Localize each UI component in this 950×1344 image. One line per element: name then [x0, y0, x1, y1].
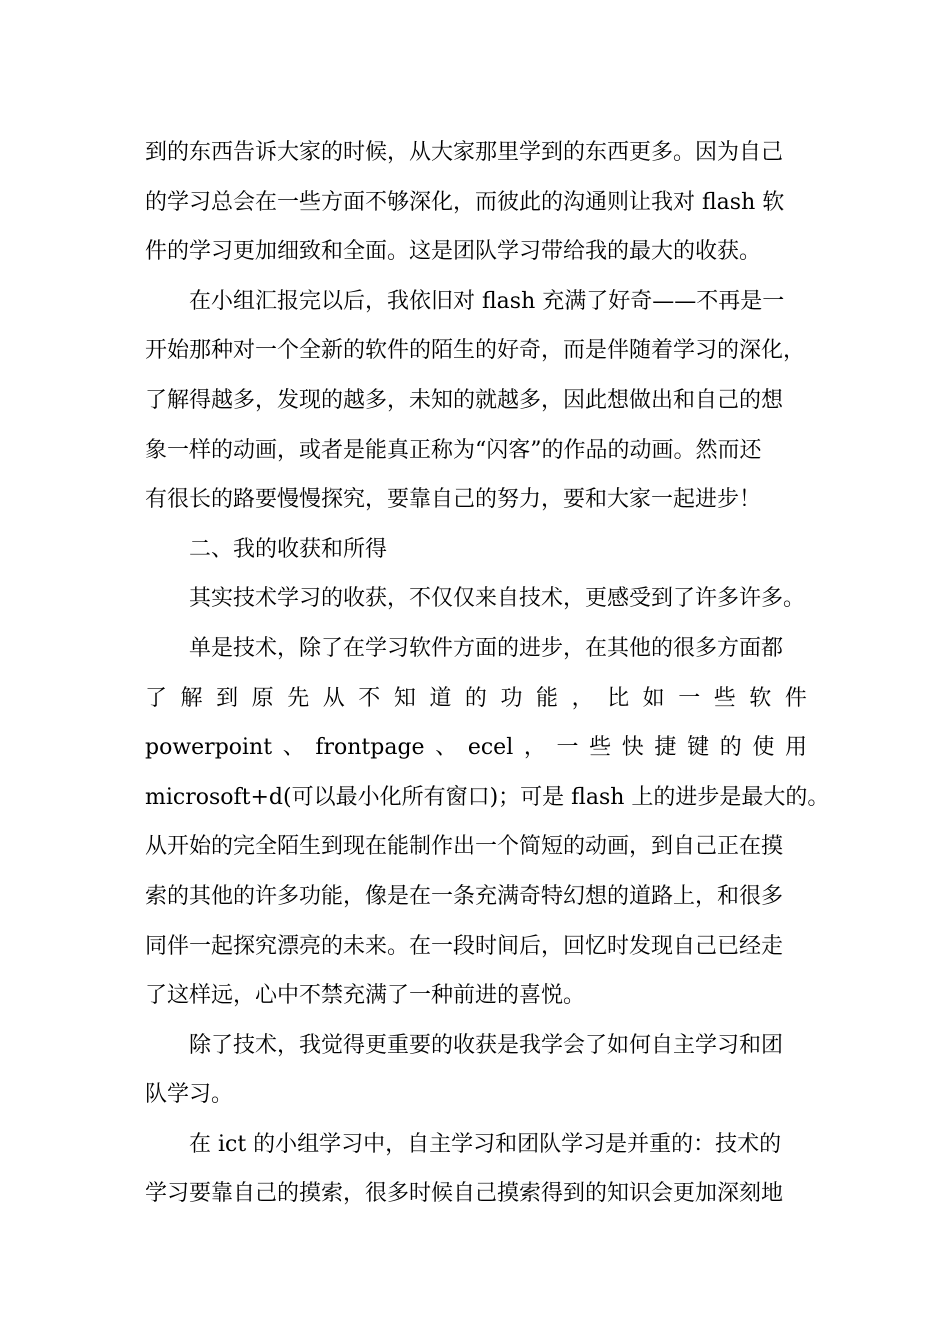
section-heading: 二、我的收获和所得 [189, 536, 388, 562]
text-line-22: 学习要靠自己的摸索，很多时候自己摸索得到的知识会更加深刻地 [145, 1181, 784, 1207]
text-line-16: 索的其他的许多功能，像是在一条充满奇特幻想的道路上，和很多 [145, 883, 784, 909]
text-line-13: powerpoint 、 frontpage 、 ecel ， 一 些 快 捷 键 的 使 用 [145, 735, 807, 761]
text-line-5: 开始那种对一个全新的软件的陌生的好奇，而是伴随着学习的深化， [145, 338, 806, 364]
text-line-12: 了 解 到 原 先 从 不 知 道 的 功 能 ， 比 如 一 些 软 件 [145, 685, 807, 711]
text-line-14: microsoft+d(可以最小化所有窗口)；可是 flash 上的进步是最大的。 [145, 784, 830, 810]
text-line-8: 有很长的路要慢慢探究，要靠自己的努力，要和大家一起进步！ [145, 487, 762, 513]
text-line-3: 件的学习更加细致和全面。这是团队学习带给我的最大的收获。 [145, 239, 762, 265]
text-line-15: 从开始的完全陌生到现在能制作出一个简短的动画，到自己正在摸 [145, 834, 784, 860]
text-line-10: 其实技术学习的收获，不仅仅来自技术，更感受到了许多许多。 [189, 586, 806, 612]
text-line-11: 单是技术，除了在学习软件方面的进步，在其他的很多方面都 [189, 635, 784, 661]
text-line-21: 在 ict 的小组学习中，自主学习和团队学习是并重的：技术的 [189, 1131, 782, 1157]
text-line-17: 同伴一起探究漂亮的未来。在一段时间后，回忆时发现自己已经走 [145, 933, 784, 959]
text-line-7: 象一样的动画，或者是能真正称为“闪客”的作品的动画。然而还 [145, 437, 762, 463]
text-line-1: 到的东西告诉大家的时候，从大家那里学到的东西更多。因为自己 [145, 140, 784, 165]
text-line-18: 了这样远，心中不禁充满了一种前进的喜悦。 [145, 983, 586, 1009]
text-line-2: 的学习总会在一些方面不够深化，而彼此的沟通则让我对 flash 软 [145, 189, 785, 215]
text-line-20: 队学习。 [145, 1082, 234, 1108]
body-text [145, 128, 830, 1219]
text-line-19: 除了技术，我觉得更重要的收获是我学会了如何自主学习和团 [189, 1032, 784, 1058]
text-line-4: 在小组汇报完以后，我依旧对 flash 充满了好奇——不再是一 [189, 288, 785, 314]
text-line-6: 了解得越多，发现的越多，未知的就越多，因此想做出和自己的想 [145, 387, 784, 413]
